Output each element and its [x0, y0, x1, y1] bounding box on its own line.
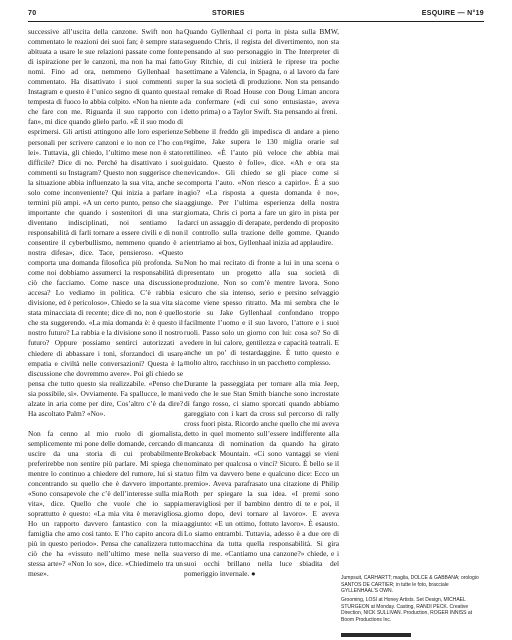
paragraph: Non ho mai recitato di fronte a lui in una scena o presentato un progetto alla sua società di produzione. Non so com’è mentre lavora. Sono sicuro che sia intenso, serio e persino selvaggio come viene spesso ritratto. Ma mi sembra che le storie su Jake Gyllenhaal confondano troppo facilmente l’uomo e il suo lavoro, l’attore e i suoi ruoli. Passo solo un giorno con lui: cosa so? So di vedere in lui calore, gentilezza e capacità teatrali. E anche un po’ di testardaggine. È tutto questo e molto altro, racchiuso in un pacchetto complesso.	[184, 257, 339, 368]
paragraph: Durante la passeggiata per tornare alla mia Jeep, vedo che le sue Stan Smith bianche sono incrostate di fango rosso, ci siamo sporcati quando abbiamo gareggiato con i kart da cross sul percorso di rally cross fuori pista. Ricordo anche quello che mi aveva detto in quel momento sull’essere indifferente alla mancanza di nomination da quando ha girato Brokeback Mountain. «Ci sono vantaggi se vieni nominato per qualcosa o vinci? Sicuro. È bello se il tuo film va davvero bene e qualcuno dice: Ecco un premio». Aveva parafrasato una citazione di Philip Roth per spiegare la sua idea. «I premi sono meravigliosi per il bambino dentro di te e poi, il giorno dopo, devi tornare al lavoro». E aveva aggiunto: «E un ottimo, fottuto lavoro». È esausto. Lo siamo entrambi. Tuttavia, adesso è a due ore di macchina da tutta quella responsabilità. Si gira verso di me. «Cantiamo una canzone?» chiede, e i suoi occhi brillano nella luce sbiadita del pomeriggio invernale. ●	[184, 378, 339, 579]
paragraph: Sebbene il freddo gli impedisca di andare a pieno regime, Jake supera le 130 miglia orarie sul rettilineo. «È l’auto più veloce che abbia mai guidato. Questo è folle», dice. «Ah e ora sta nevicando». Gli chiedo se gli piace come si comporta l’auto. «Non riesco a capirlo». È a suo agio? «La risposta a questa domanda è no», aggiunge. Per l’ultima esperienza della nostra giornata, Chris ci porta a fare un giro in pista per darci un assaggio di derapate, perdendo di proposito il controllo sulla trazione delle gomme. Quando rientriamo ai box, Gyllenhaal inizia ad applaudire.	[184, 127, 339, 247]
section-label: STORIES	[212, 10, 245, 17]
paragraph: Quando Gyllenhaal ci porta in pista sulla BMW, seguendo Chris, il regista del divertimento, non sta pensando al suo personaggio in The Interpreter di Guy Ritchie, di cui inizierà le riprese tra poche settimane a Valencia, in Spagna, o al lavoro da fare per la sua società di produzione. Non sta pensando al remake di Road House con Doug Liman ancora da confermare («di cui sono entusiasta», aveva detto prima) o a Taylor Swift. Sta pensando ai freni.	[184, 27, 339, 117]
article-column-middle	[184, 27, 339, 589]
credit-barcode-strip	[341, 633, 411, 637]
article-column-left	[28, 27, 183, 590]
page-number: 70	[28, 10, 37, 17]
header-divider	[28, 21, 484, 22]
magazine-issue: ESQUIRE — N°19	[421, 10, 484, 17]
wardrobe-credit: Jumpsuit, CARHARTT; maglia, DOLCE & GABBANA; orologio SANTOS DE CARTIER; in tutte le foto, bracciale GYLLENHAAL’S OWN.	[341, 575, 479, 595]
paragraph: successive all’uscita della canzone. Swift non ha commentato le reazioni dei suoi fan; è sempre stata abituata a usare le sue relazioni passate come fonte di ispirazione per le canzoni, ma non ha mai fatto nomi. Fino ad ora, nemmeno Gyllenhaal ha commentato. Ha disattivato i suoi commenti su Instagram e questo è l’unico segno di quanto questa tempesta di fuoco lo abbia colpito. «Non ha niente a che fare con me. Riguarda il suo rapporto con i fan», mi dice quando glielo parlo. «È il suo modo di esprimersi. Gli artisti attingono alle loro esperienze personali per scrivere canzoni e io non ce l’ho con lei». Tuttavia, gli chiedo, l’ultimo mese non è stato difficile? Dice di no. Perché ha disattivato i suoi commenti su Instagram? Questo non suggerisce che la situazione abbia influenzato la sua vita, anche se solo come inconveniente? Qui inizia a parlare in termini più ampi. «A un certo punto, penso che sia importante che quando i sostenitori di una star diventano indisciplinati, noi sentiamo la responsabilità di farli tornare a essere civili e di non consentire il cyberbullismo, nemmeno quando è a nostra difesa», dice. Tace, pensieroso. «Questo comporta una domanda filosofica più profonda. Su come noi dobbiamo assumerci la responsabilità di ciò che facciamo. Come nasce una discussione accesa? Lo vediamo in politica. C’è rabbia e divisione, ed è pericoloso». Chiedo se la sua vita sia stata minacciata di recente; dice di no, non è quello che sta suggerendo. «La mia domanda è: è questo il nostro futuro? La rabbia e la divisione sono il nostro futuro? Oppure possiamo sentirci autorizzati a chiedere di abbassare i toni, sforzandoci di usare empatia e civiltà nelle conversazioni? Questa è la discussione che dovremmo avere». Poi gli chiedo se pensa che tutto questo sia realizzabile. «Penso che sia possibile, sì». Ovviamente. Fa spallucce, le mani alzate in aria come per dire, Cos’altro c’è da dire? Ha ascoltato Palm? «No».	[28, 27, 183, 418]
production-credit: Grooming, LOSI at Honey Artists. Set Design, MICHAEL STURGEON at Monday. Casting, RANDI PECK. Creative Direction, NICK SULLIVAN. Production, ROGER INNISS at Boom Productions Inc.	[341, 597, 473, 624]
paragraph: Non fa cenno al mio ruolo di giornalista, semplicemente mi pone delle domande, cercando di uscire da una storia di cui probabilmente preferirebbe non sentire più parlare. Mi spiega che mentre lo continuo a chiedere del rumore, lui si sta concentrando su quello che è davvero importante. «Sono consapevole che c’è dell’interesse sulla mia vita», dice. Quello che vuole che io sappia soprattutto è questo: «La mia vita è meravigliosa. Ho un rapporto davvero fantastico con la mia famiglia che amo così tanto. E l’ho capito ancora di più in questo periodo». Pensa che canalizzera tutto ciò che ha «vissuto nell’ultimo mese nella sua stessa arte»? «Non lo so», dice. «Chiedimelo tra un mese».	[28, 428, 183, 579]
photo-credits	[341, 575, 486, 626]
